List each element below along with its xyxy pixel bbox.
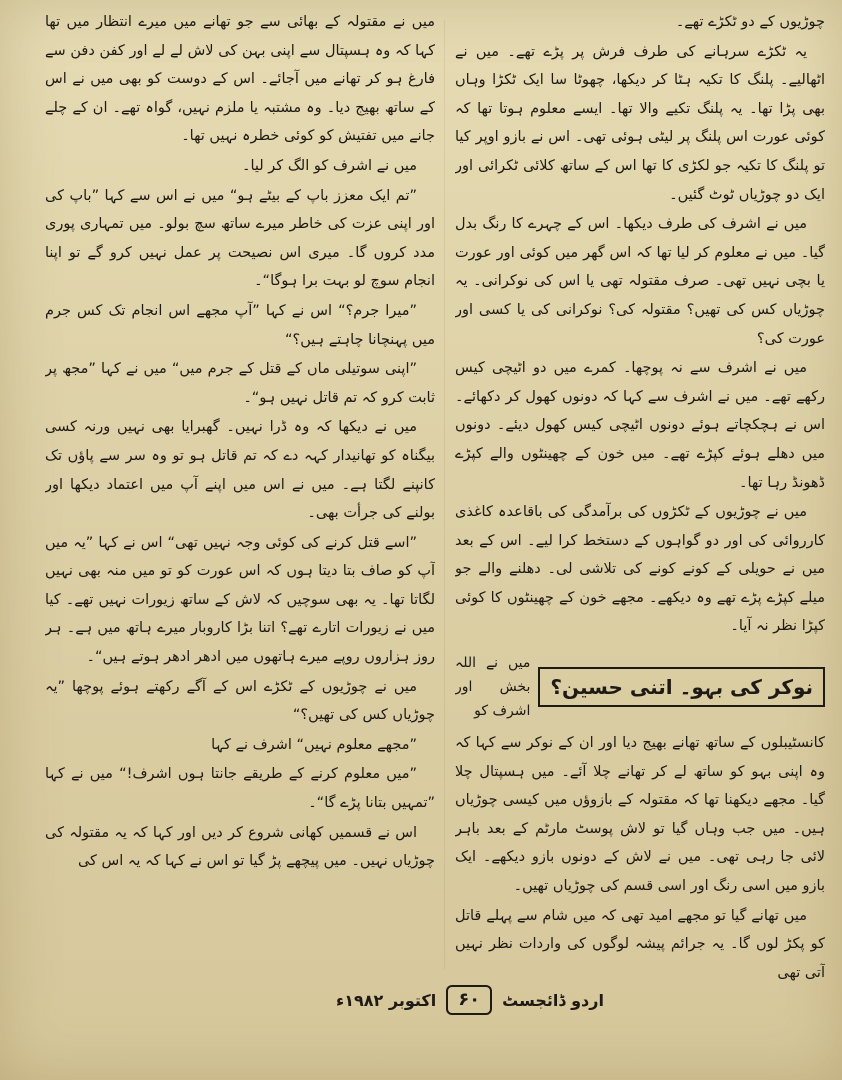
paragraph: ”میرا جرم؟“ اس نے کہا ”آپ مجھے اس انجام تک کس جرم میں پہنچانا چاہتے ہیں؟“ — [45, 302, 435, 348]
paragraph: اس نے قسمیں کھانی شروع کر دیں اور کہا کہ یہ مقتولہ کی چوڑیاں نہیں۔ میں پیچھے پڑ گیا تو اس نے کہا کہ یہ اس کی — [45, 824, 435, 870]
subheading-aside-text: میں نے اللہ بخش اور اشرف کو — [455, 655, 531, 720]
paragraph: کانسٹیبلوں کے ساتھ تھانے بھیج دیا اور ان کے نوکر سے کہا کہ وہ اپنی بہو کو ساتھ لے کر تھانے چلا آئے۔ میں ہسپتال چلا گیا۔ مجھے دیکھنا تھا کہ مقتولہ کے بازوؤں میں کیسی چوڑیاں ہیں۔ میں جب وہاں گیا تو لاش پوسٹ مارٹم کے بعد باہر لائی جا رہی تھی۔ میں نے لاش کے دونوں بازو دیکھے۔ ایک بازو میں اسی رنگ اور اسی قسم کی چوڑیاں تھیں۔ — [455, 735, 825, 895]
paragraph: میں نے اشرف کو الگ کر لیا۔ — [241, 157, 417, 174]
left-column — [45, 8, 435, 985]
issue-date: اکتوبر ۱۹۸۲ء — [336, 990, 437, 1010]
page-footer — [300, 980, 640, 1020]
paragraph: میں نے اشرف سے نہ پوچھا۔ کمرے میں دو اٹیچی کیس رکھے تھے۔ میں نے اشرف سے کہا کہ دونوں کھول کر دکھائے۔ اس نے ہچکچاتے ہوئے دونوں اٹیچی کیس کھول دیئے۔ دونوں میں دھلے ہوئے کپڑے تھے۔ میں خون کے چھینٹوں والے کپڑے ڈھونڈ رہا تھا۔ — [455, 360, 825, 491]
magazine-name: اردو ڈائجسٹ — [502, 990, 604, 1010]
paragraph: میں نے چوڑیوں کے ٹکڑوں کی برآمدگی کی باقاعدہ کاغذی کارروائی کی اور دو گواہوں کے دستخط کرا لیے۔ اس کے بعد میں نے حویلی کے کونے کونے کی تلاشی لی۔ دھلنے والے جو میلے کپڑے پڑے تھے وہ دیکھے۔ مجھے خون کے چھینٹوں کا کوئی کپڑا نظر نہ آیا۔ — [455, 504, 825, 635]
paragraph: ”اسے قتل کرنے کی کوئی وجہ نہیں تھی“ اس نے کہا ”یہ میں آپ کو صاف بتا دیتا ہوں کہ اس عورت کو تو میں منہ بھی نہیں لگاتا تھا۔ یہ بھی سوچیں کہ لاش کے ساتھ زیورات نہیں تھے۔ کیا میں نے زیورات اتارے تھے؟ اتنا بڑا کاروبار میرے ہاتھ میں ہے۔ ہر روز ہزاروں روپے میرے ہاتھوں میں ادھر ادھر ہوتے ہیں“۔ — [45, 534, 435, 666]
subheading: نوکر کی بہو۔ اتنی حسین؟ — [538, 667, 825, 707]
paragraph: ”تم ایک معزز باپ کے بیٹے ہو“ میں نے اس سے کہا ”باپ کی اور اپنی عزت کی خاطر میرے ساتھ سچ بولو۔ میں تمہاری پوری مدد کروں گا۔ میری اس نصیحت پر عمل نہیں کرو گے تو اپنا انجام سوچ لو بہت برا ہوگا“۔ — [45, 187, 435, 290]
paragraph: ”میں معلوم کرنے کے طریقے جانتا ہوں اشرف!“ میں نے کہا ”تمہیں بتانا پڑے گا“۔ — [45, 766, 435, 812]
paragraph: یہ ٹکڑے سرہانے کی طرف فرش پر پڑے تھے۔ میں نے اٹھالیے۔ پلنگ کا تکیہ ہٹا کر دیکھا، چھوٹا سا ایک ٹکڑا وہاں بھی پڑا تھا۔ یہ پلنگ تکیے والا تھا۔ ایسے معلوم ہوتا تھا کہ کوئی عورت اس پلنگ پر لیٹی ہوئی تھی۔ اس نے بازو اوپر کیا تو پلنگ کا تکیہ جو لکڑی کا تھا اس کے ساتھ کلائی ٹکرائی اور ایک دو چوڑیاں ٹوٹ گئیں۔ — [455, 43, 825, 203]
paragraph: میں نے دیکھا کہ وہ ڈرا نہیں۔ گھبرایا بھی نہیں ورنہ کسی بیگناہ کو تھانیدار کہہ دے کہ تم قاتل ہو تو وہ سر سے پاؤں تک کانپنے لگتا ہے۔ میں نے اس میں اپنے آپ میں اعتماد دیکھا اور بولنے کی جرأت بھی۔ — [45, 419, 435, 522]
paragraph: میں نے مقتولہ کے بھائی سے جو تھانے میں میرے انتظار میں تھا کہا کہ وہ ہسپتال سے اپنی بہن کی لاش لے لے اور کفن دفن سے فارغ ہو کر تھانے میں آجائے۔ اس کے دوست کو بھی میں نے اس کے ساتھ بھیج دیا۔ وہ مشتبہ یا ملزم نہیں، گواہ تھے۔ ان کے چلے جانے میں تفتیش کو کوئی خطرہ نہیں تھا۔ — [45, 14, 435, 145]
paragraph: ”مجھے معلوم نہیں“ اشرف نے کہا — [211, 736, 417, 753]
paragraph: میں نے چوڑیوں کے ٹکڑے اس کے آگے رکھتے ہوئے پوچھا ”یہ چوڑیاں کس کی تھیں؟“ — [45, 678, 435, 724]
paragraph: میں نے اشرف کی طرف دیکھا۔ اس کے چہرے کا رنگ بدل گیا۔ میں نے معلوم کر لیا تھا کہ اس گھر میں کوئی اور عورت یا بچی نہیں تھی۔ صرف مقتولہ تھی یا اس کی نوکرانی۔ یہ چوڑیاں کس کی تھیں؟ مقتولہ کی؟ نوکرانی کی یا کسی اور عورت کی؟ — [455, 216, 825, 347]
paragraph: میں تھانے گیا تو مجھے امید تھی کہ میں شام سے پہلے قاتل کو پکڑ لوں گا۔ یہ جرائم پیشہ لوگوں کی واردات نظر نہیں آتی تھی — [455, 907, 825, 981]
right-column — [455, 8, 825, 985]
paragraph: ”اپنی سوتیلی ماں کے قتل کے جرم میں“ میں نے کہا ”مجھ پر ثابت کرو کہ تم قاتل نہیں ہو“۔ — [45, 361, 435, 406]
column-divider — [444, 20, 445, 970]
page-number: ۶۰ — [446, 985, 492, 1015]
paragraph: چوڑیوں کے دو ٹکڑے تھے۔ — [675, 14, 825, 30]
subheading-row — [455, 651, 825, 723]
